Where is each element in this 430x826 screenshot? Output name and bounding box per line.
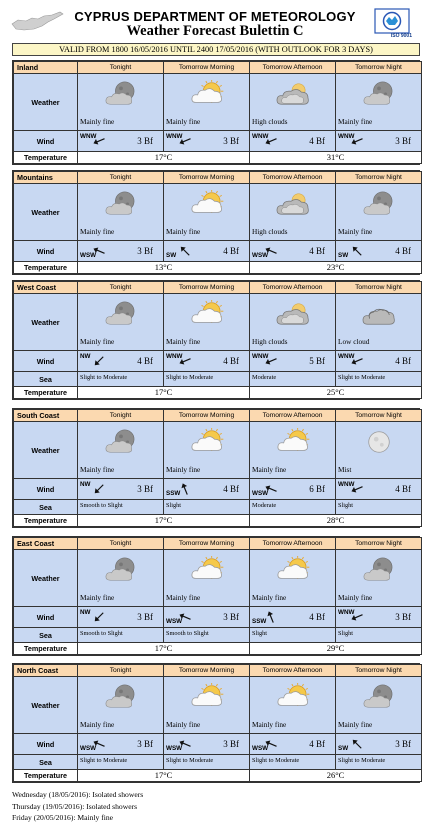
wind-force: 4 Bf bbox=[309, 612, 325, 622]
period-header: Tomorrow Afternoon bbox=[250, 538, 336, 550]
wind-cell bbox=[78, 241, 164, 262]
sea-state: Smooth to Slight bbox=[80, 502, 123, 509]
sun-partly-cloudy-icon bbox=[188, 190, 226, 218]
weather-label: Weather bbox=[14, 184, 78, 241]
wind-arrow-icon bbox=[178, 610, 192, 624]
period-header: Tomorrow Afternoon bbox=[250, 282, 336, 294]
period-header: Tonight bbox=[78, 665, 164, 677]
wind-cell bbox=[78, 607, 164, 628]
forecast-table bbox=[13, 281, 422, 399]
region-block-west-coast bbox=[12, 280, 420, 400]
weather-cell bbox=[164, 74, 250, 131]
night-partly-cloudy-icon bbox=[102, 556, 140, 584]
temperature-day: 25°C bbox=[250, 387, 422, 399]
period-header: Tomorrow Morning bbox=[164, 538, 250, 550]
weather-description: High clouds bbox=[252, 227, 288, 236]
sea-cell bbox=[164, 628, 250, 643]
region-block-mountains bbox=[12, 170, 420, 275]
temperature-day: 31°C bbox=[250, 152, 422, 164]
outlook-line: Wednesday (18/05/2016): Isolated showers bbox=[12, 790, 144, 799]
weather-description: Mainly fine bbox=[252, 593, 287, 602]
wind-force: 3 Bf bbox=[395, 136, 411, 146]
wind-direction: WNW bbox=[80, 133, 97, 140]
sea-state: Slight to Moderate bbox=[80, 374, 128, 381]
outlook-line: Friday (20/05/2016): Mainly fine bbox=[12, 813, 114, 822]
weather-description: Mainly fine bbox=[166, 337, 201, 346]
sea-cell bbox=[250, 372, 336, 387]
sea-state: Slight bbox=[166, 502, 182, 509]
weather-description: Mainly fine bbox=[80, 465, 115, 474]
period-header: Tonight bbox=[78, 62, 164, 74]
wind-force: 4 Bf bbox=[395, 246, 411, 256]
wind-direction: SSW bbox=[166, 490, 181, 497]
wind-label: Wind bbox=[14, 607, 78, 628]
wind-direction: WNW bbox=[252, 353, 269, 360]
weather-description: Mainly fine bbox=[338, 593, 373, 602]
wind-arrow-icon bbox=[264, 482, 278, 496]
weather-description: Mainly fine bbox=[80, 227, 115, 236]
wind-cell bbox=[164, 734, 250, 755]
temperature-label: Temperature bbox=[14, 770, 78, 782]
sea-state: Smooth to Slight bbox=[166, 630, 209, 637]
wind-direction: NW bbox=[80, 353, 91, 360]
sea-cell bbox=[336, 500, 422, 515]
wind-label: Wind bbox=[14, 734, 78, 755]
weather-description: Mainly fine bbox=[166, 465, 201, 474]
night-partly-cloudy-icon bbox=[102, 683, 140, 711]
weather-cell bbox=[164, 550, 250, 607]
weather-description: Mainly fine bbox=[80, 117, 115, 126]
bulletin-title: Weather Forecast Bulettin C bbox=[126, 23, 304, 39]
wind-cell bbox=[164, 241, 250, 262]
weather-cell bbox=[336, 422, 422, 479]
wind-cell bbox=[78, 351, 164, 372]
wind-direction: WNW bbox=[166, 353, 183, 360]
sea-cell bbox=[164, 372, 250, 387]
temperature-label: Temperature bbox=[14, 643, 78, 655]
weather-description: Mist bbox=[338, 465, 352, 474]
forecast-table bbox=[13, 537, 422, 655]
wind-force: 3 Bf bbox=[137, 136, 153, 146]
temperature-day: 26°C bbox=[250, 770, 422, 782]
sea-cell bbox=[336, 372, 422, 387]
wind-force: 3 Bf bbox=[223, 136, 239, 146]
wind-arrow-icon bbox=[350, 244, 364, 258]
wind-arrow-icon bbox=[178, 134, 192, 148]
wind-direction: WSW bbox=[166, 745, 183, 752]
wind-arrow-icon bbox=[264, 354, 278, 368]
wind-label: Wind bbox=[14, 479, 78, 500]
wind-direction: SW bbox=[166, 252, 177, 259]
sea-label: Sea bbox=[14, 755, 78, 770]
organization-title: CYPRUS DEPARTMENT OF METEOROLOGY bbox=[74, 9, 356, 24]
weather-description: Mainly fine bbox=[252, 720, 287, 729]
period-header: Tomorrow Morning bbox=[164, 282, 250, 294]
high-clouds-icon bbox=[274, 300, 312, 328]
sea-cell bbox=[78, 755, 164, 770]
period-header: Tomorrow Morning bbox=[164, 665, 250, 677]
night-partly-cloudy-icon bbox=[102, 428, 140, 456]
period-header: Tomorrow Afternoon bbox=[250, 62, 336, 74]
wind-cell bbox=[164, 607, 250, 628]
sun-partly-cloudy-icon bbox=[188, 80, 226, 108]
wind-cell bbox=[250, 734, 336, 755]
wind-force: 4 Bf bbox=[309, 246, 325, 256]
temperature-label: Temperature bbox=[14, 387, 78, 399]
weather-cell bbox=[164, 677, 250, 734]
weather-description: Mainly fine bbox=[80, 337, 115, 346]
weather-description: Mainly fine bbox=[166, 720, 201, 729]
sea-cell bbox=[78, 372, 164, 387]
wind-arrow-icon bbox=[92, 134, 106, 148]
period-header: Tonight bbox=[78, 282, 164, 294]
wind-force: 4 Bf bbox=[223, 246, 239, 256]
sea-cell bbox=[336, 628, 422, 643]
weather-label: Weather bbox=[14, 677, 78, 734]
wind-cell bbox=[164, 479, 250, 500]
weather-label: Weather bbox=[14, 294, 78, 351]
sea-label: Sea bbox=[14, 500, 78, 515]
wind-arrow-icon bbox=[92, 610, 106, 624]
weather-label: Weather bbox=[14, 74, 78, 131]
wind-label: Wind bbox=[14, 131, 78, 152]
wind-cell bbox=[250, 479, 336, 500]
wind-direction: SSW bbox=[252, 618, 267, 625]
weather-description: Mainly fine bbox=[338, 117, 373, 126]
sea-cell bbox=[250, 755, 336, 770]
wind-direction: WSW bbox=[80, 745, 97, 752]
wind-direction: NW bbox=[80, 609, 91, 616]
sun-partly-cloudy-icon bbox=[188, 683, 226, 711]
temperature-day: 28°C bbox=[250, 515, 422, 527]
region-block-inland bbox=[12, 60, 420, 165]
weather-cell bbox=[250, 677, 336, 734]
sea-cell bbox=[78, 628, 164, 643]
wind-cell bbox=[250, 131, 336, 152]
wind-force: 3 Bf bbox=[137, 246, 153, 256]
period-header: Tomorrow Night bbox=[336, 410, 422, 422]
sun-partly-cloudy-icon bbox=[274, 556, 312, 584]
wind-arrow-icon bbox=[264, 244, 278, 258]
wind-direction: SW bbox=[338, 252, 349, 259]
wind-direction: NW bbox=[80, 481, 91, 488]
temperature-label: Temperature bbox=[14, 515, 78, 527]
weather-cell bbox=[164, 294, 250, 351]
wind-direction: WSW bbox=[252, 490, 269, 497]
forecast-table bbox=[13, 171, 422, 274]
night-partly-cloudy-icon bbox=[360, 683, 398, 711]
weather-cell bbox=[164, 422, 250, 479]
sea-state: Moderate bbox=[252, 502, 277, 509]
sun-partly-cloudy-icon bbox=[188, 300, 226, 328]
page-header bbox=[0, 0, 430, 44]
wind-arrow-icon bbox=[92, 244, 106, 258]
sea-state: Slight to Moderate bbox=[166, 374, 214, 381]
wind-cell bbox=[78, 479, 164, 500]
wind-direction: WSW bbox=[252, 252, 269, 259]
wind-cell bbox=[336, 241, 422, 262]
outlook-section bbox=[12, 789, 143, 824]
wind-direction: WNW bbox=[338, 353, 355, 360]
period-header: Tomorrow Afternoon bbox=[250, 665, 336, 677]
period-header: Tomorrow Night bbox=[336, 282, 422, 294]
temperature-night: 17°C bbox=[78, 387, 250, 399]
wind-direction: WSW bbox=[166, 618, 183, 625]
forecast-table bbox=[13, 409, 422, 527]
wind-direction: WNW bbox=[252, 133, 269, 140]
night-partly-cloudy-icon bbox=[360, 556, 398, 584]
wind-force: 6 Bf bbox=[309, 484, 325, 494]
weather-label: Weather bbox=[14, 550, 78, 607]
sea-state: Slight to Moderate bbox=[166, 757, 214, 764]
weather-description: Mainly fine bbox=[338, 227, 373, 236]
wind-arrow-icon bbox=[350, 482, 364, 496]
weather-cell bbox=[336, 677, 422, 734]
wind-force: 3 Bf bbox=[223, 612, 239, 622]
temperature-night: 17°C bbox=[78, 515, 250, 527]
weather-cell bbox=[78, 294, 164, 351]
wind-force: 4 Bf bbox=[137, 356, 153, 366]
wind-cell bbox=[250, 351, 336, 372]
validity-banner: VALID FROM 1800 16/05/2016 UNTIL 2400 17/05/2016 (WITH OUTLOOK FOR 3 DAYS) bbox=[12, 43, 420, 56]
weather-cell bbox=[78, 677, 164, 734]
sun-partly-cloudy-icon bbox=[188, 556, 226, 584]
weather-description: Mainly fine bbox=[80, 593, 115, 602]
sea-cell bbox=[336, 755, 422, 770]
weather-cell bbox=[250, 550, 336, 607]
temperature-label: Temperature bbox=[14, 262, 78, 274]
sea-cell bbox=[78, 500, 164, 515]
region-name: East Coast bbox=[14, 538, 78, 550]
wind-force: 4 Bf bbox=[223, 356, 239, 366]
wind-arrow-icon bbox=[350, 354, 364, 368]
cyprus-map-icon bbox=[8, 10, 66, 34]
iso-label: ISO 9001 bbox=[390, 33, 412, 39]
wind-force: 5 Bf bbox=[309, 356, 325, 366]
wind-force: 3 Bf bbox=[137, 484, 153, 494]
sea-state: Slight to Moderate bbox=[338, 374, 386, 381]
forecast-table bbox=[13, 664, 422, 782]
sea-cell bbox=[164, 500, 250, 515]
wind-arrow-icon bbox=[178, 737, 192, 751]
wind-arrow-icon bbox=[264, 737, 278, 751]
wind-direction: WNW bbox=[338, 133, 355, 140]
region-block-north-coast bbox=[12, 663, 420, 783]
wind-arrow-icon bbox=[92, 737, 106, 751]
weather-cell bbox=[336, 184, 422, 241]
period-header: Tonight bbox=[78, 172, 164, 184]
weather-description: Mainly fine bbox=[338, 720, 373, 729]
sea-state: Slight bbox=[252, 630, 268, 637]
period-header: Tomorrow Night bbox=[336, 665, 422, 677]
sun-partly-cloudy-icon bbox=[188, 428, 226, 456]
wind-arrow-icon bbox=[264, 134, 278, 148]
sea-label: Sea bbox=[14, 628, 78, 643]
period-header: Tomorrow Night bbox=[336, 538, 422, 550]
sun-partly-cloudy-icon bbox=[274, 428, 312, 456]
wind-force: 3 Bf bbox=[137, 739, 153, 749]
sea-cell bbox=[250, 500, 336, 515]
wind-arrow-icon bbox=[92, 354, 106, 368]
outlook-line: Thursday (19/05/2016): Isolated showers bbox=[12, 801, 138, 811]
sun-partly-cloudy-icon bbox=[274, 683, 312, 711]
mist-moon-icon bbox=[360, 428, 398, 456]
region-block-east-coast bbox=[12, 536, 420, 656]
region-name: North Coast bbox=[14, 665, 78, 677]
wind-arrow-icon bbox=[178, 354, 192, 368]
wind-direction: SW bbox=[338, 745, 349, 752]
wind-cell bbox=[78, 734, 164, 755]
wind-arrow-icon bbox=[178, 244, 192, 258]
wind-force: 4 Bf bbox=[309, 136, 325, 146]
wind-direction: WSW bbox=[252, 745, 269, 752]
temperature-day: 29°C bbox=[250, 643, 422, 655]
period-header: Tonight bbox=[78, 410, 164, 422]
wind-label: Wind bbox=[14, 241, 78, 262]
wind-label: Wind bbox=[14, 351, 78, 372]
sea-label: Sea bbox=[14, 372, 78, 387]
sea-cell bbox=[164, 755, 250, 770]
wind-direction: WNW bbox=[338, 609, 355, 616]
sea-cell bbox=[250, 628, 336, 643]
weather-description: Low cloud bbox=[338, 337, 370, 346]
wind-force: 3 Bf bbox=[137, 612, 153, 622]
wind-arrow-icon bbox=[350, 610, 364, 624]
weather-cell bbox=[78, 184, 164, 241]
weather-cell bbox=[336, 294, 422, 351]
night-partly-cloudy-icon bbox=[360, 80, 398, 108]
wind-cell bbox=[336, 131, 422, 152]
wind-arrow-icon bbox=[178, 482, 192, 496]
forecast-table bbox=[13, 61, 422, 164]
wind-cell bbox=[164, 351, 250, 372]
wind-force: 3 Bf bbox=[223, 739, 239, 749]
weather-description: Mainly fine bbox=[252, 465, 287, 474]
temperature-night: 13°C bbox=[78, 262, 250, 274]
wind-cell bbox=[164, 131, 250, 152]
weather-cell bbox=[78, 422, 164, 479]
sea-state: Slight to Moderate bbox=[252, 757, 300, 764]
weather-cell bbox=[250, 74, 336, 131]
wind-force: 4 Bf bbox=[223, 484, 239, 494]
weather-cell bbox=[250, 422, 336, 479]
sea-state: Smooth to Slight bbox=[80, 630, 123, 637]
period-header: Tomorrow Night bbox=[336, 172, 422, 184]
wind-cell bbox=[250, 607, 336, 628]
region-name: South Coast bbox=[14, 410, 78, 422]
wind-force: 3 Bf bbox=[395, 612, 411, 622]
period-header: Tomorrow Afternoon bbox=[250, 410, 336, 422]
wind-force: 3 Bf bbox=[395, 739, 411, 749]
weather-label: Weather bbox=[14, 422, 78, 479]
weather-cell bbox=[336, 74, 422, 131]
sea-state: Slight bbox=[338, 502, 354, 509]
wind-cell bbox=[336, 734, 422, 755]
sea-state: Slight to Moderate bbox=[338, 757, 386, 764]
region-name: Inland bbox=[14, 62, 78, 74]
weather-description: High clouds bbox=[252, 117, 288, 126]
weather-cell bbox=[78, 550, 164, 607]
weather-cell bbox=[164, 184, 250, 241]
wind-cell bbox=[336, 607, 422, 628]
wind-force: 4 Bf bbox=[395, 356, 411, 366]
weather-description: Mainly fine bbox=[80, 720, 115, 729]
weather-cell bbox=[250, 184, 336, 241]
wind-arrow-icon bbox=[264, 610, 278, 624]
weather-description: Mainly fine bbox=[166, 227, 201, 236]
wind-direction: WNW bbox=[166, 133, 183, 140]
wind-arrow-icon bbox=[350, 737, 364, 751]
night-partly-cloudy-icon bbox=[102, 300, 140, 328]
sea-state: Moderate bbox=[252, 374, 277, 381]
wind-arrow-icon bbox=[92, 482, 106, 496]
wind-cell bbox=[78, 131, 164, 152]
wind-cell bbox=[336, 479, 422, 500]
temperature-night: 17°C bbox=[78, 643, 250, 655]
region-name: West Coast bbox=[14, 282, 78, 294]
temperature-label: Temperature bbox=[14, 152, 78, 164]
wind-arrow-icon bbox=[350, 134, 364, 148]
weather-cell bbox=[336, 550, 422, 607]
weather-cell bbox=[78, 74, 164, 131]
period-header: Tomorrow Morning bbox=[164, 172, 250, 184]
temperature-day: 23°C bbox=[250, 262, 422, 274]
region-block-south-coast bbox=[12, 408, 420, 528]
period-header: Tomorrow Morning bbox=[164, 410, 250, 422]
sea-state: Slight bbox=[338, 630, 354, 637]
night-partly-cloudy-icon bbox=[360, 190, 398, 218]
low-cloud-icon bbox=[360, 300, 398, 328]
wind-cell bbox=[336, 351, 422, 372]
wind-force: 4 Bf bbox=[309, 739, 325, 749]
high-clouds-icon bbox=[274, 80, 312, 108]
period-header: Tomorrow Morning bbox=[164, 62, 250, 74]
period-header: Tonight bbox=[78, 538, 164, 550]
weather-description: High clouds bbox=[252, 337, 288, 346]
period-header: Tomorrow Afternoon bbox=[250, 172, 336, 184]
weather-description: Mainly fine bbox=[166, 117, 201, 126]
sea-state: Slight to Moderate bbox=[80, 757, 128, 764]
temperature-night: 17°C bbox=[78, 152, 250, 164]
temperature-night: 17°C bbox=[78, 770, 250, 782]
period-header: Tomorrow Night bbox=[336, 62, 422, 74]
weather-cell bbox=[250, 294, 336, 351]
weather-description: Mainly fine bbox=[166, 593, 201, 602]
night-partly-cloudy-icon bbox=[102, 80, 140, 108]
high-clouds-icon bbox=[274, 190, 312, 218]
night-partly-cloudy-icon bbox=[102, 190, 140, 218]
wind-direction: WSW bbox=[80, 252, 97, 259]
wind-force: 4 Bf bbox=[395, 484, 411, 494]
wind-direction: WNW bbox=[338, 481, 355, 488]
wind-cell bbox=[250, 241, 336, 262]
region-name: Mountains bbox=[14, 172, 78, 184]
